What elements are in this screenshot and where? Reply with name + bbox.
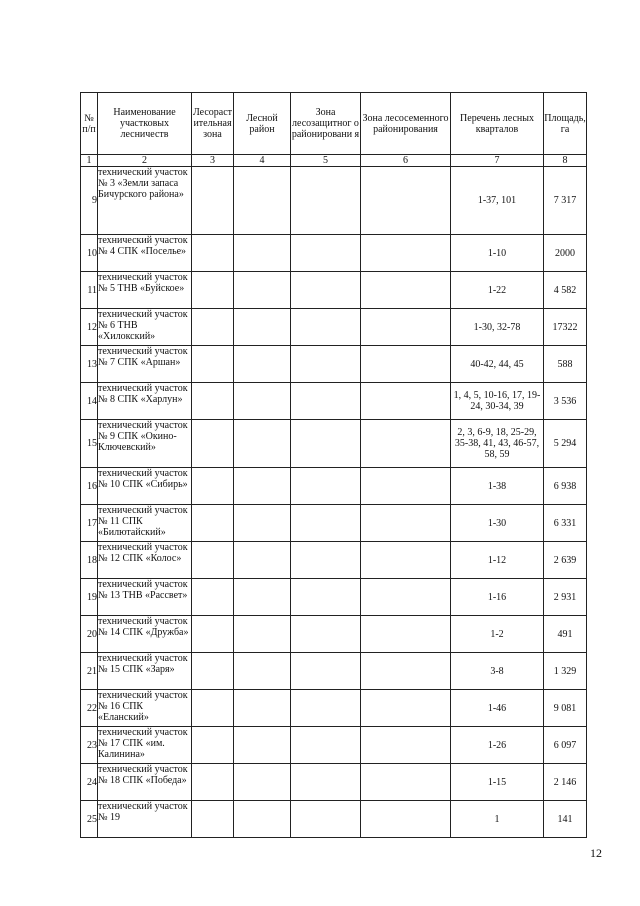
row-protection-zone [291, 579, 361, 616]
row-seed-zone [361, 690, 451, 727]
row-name: технический участок № 4 СПК «Поселье» [98, 235, 192, 272]
row-number: 23 [81, 727, 98, 764]
header-quarters: Перечень лесных кварталов [451, 93, 544, 155]
table-row [81, 272, 587, 309]
row-protection-zone [291, 542, 361, 579]
row-seed-zone [361, 653, 451, 690]
row-vegetation-zone [192, 579, 234, 616]
column-number: 8 [544, 155, 587, 167]
row-name: технический участок № 13 ТНВ «Рассвет» [98, 579, 192, 616]
row-forest-district [234, 764, 291, 801]
row-protection-zone [291, 505, 361, 542]
row-vegetation-zone [192, 167, 234, 235]
row-quarters: 1-10 [451, 235, 544, 272]
row-area: 5 294 [544, 420, 587, 468]
table-row [81, 727, 587, 764]
row-vegetation-zone [192, 727, 234, 764]
row-forest-district [234, 579, 291, 616]
row-quarters: 1-46 [451, 690, 544, 727]
header-forest-district: Лесной район [234, 93, 291, 155]
row-quarters: 3-8 [451, 653, 544, 690]
page-number: 12 [590, 846, 602, 860]
row-vegetation-zone [192, 764, 234, 801]
row-protection-zone [291, 468, 361, 505]
row-forest-district [234, 653, 291, 690]
column-number: 1 [81, 155, 98, 167]
table-row [81, 309, 587, 346]
row-seed-zone [361, 764, 451, 801]
row-vegetation-zone [192, 505, 234, 542]
row-area: 2 146 [544, 764, 587, 801]
row-protection-zone [291, 383, 361, 420]
row-protection-zone [291, 309, 361, 346]
row-name: технический участок № 14 СПК «Дружба» [98, 616, 192, 653]
row-name: технический участок № 10 СПК «Сибирь» [98, 468, 192, 505]
row-seed-zone [361, 346, 451, 383]
row-seed-zone [361, 383, 451, 420]
table-row [81, 579, 587, 616]
row-seed-zone [361, 309, 451, 346]
table-row [81, 616, 587, 653]
row-quarters: 1, 4, 5, 10-16, 17, 19-24, 30-34, 39 [451, 383, 544, 420]
row-protection-zone [291, 272, 361, 309]
table-row [81, 468, 587, 505]
row-vegetation-zone [192, 468, 234, 505]
header-name: Наименование участковых лесничеств [98, 93, 192, 155]
row-forest-district [234, 727, 291, 764]
row-vegetation-zone [192, 616, 234, 653]
row-area: 1 329 [544, 653, 587, 690]
table-row [81, 801, 587, 838]
row-name: технический участок № 17 СПК «им. Калинина» [98, 727, 192, 764]
row-vegetation-zone [192, 383, 234, 420]
row-area: 2000 [544, 235, 587, 272]
row-name: технический участок № 6 ТНВ «Хилокский» [98, 309, 192, 346]
row-quarters: 1-2 [451, 616, 544, 653]
row-vegetation-zone [192, 309, 234, 346]
row-name: технический участок № 16 СПК «Еланский» [98, 690, 192, 727]
row-area: 6 331 [544, 505, 587, 542]
column-number-row [81, 155, 587, 167]
row-vegetation-zone [192, 690, 234, 727]
row-protection-zone [291, 167, 361, 235]
column-number: 6 [361, 155, 451, 167]
row-protection-zone [291, 616, 361, 653]
row-number: 12 [81, 309, 98, 346]
row-seed-zone [361, 505, 451, 542]
row-name: технический участок № 8 СПК «Харлун» [98, 383, 192, 420]
row-area: 6 938 [544, 468, 587, 505]
row-forest-district [234, 690, 291, 727]
row-quarters: 1-15 [451, 764, 544, 801]
row-seed-zone [361, 420, 451, 468]
forestry-table [80, 92, 587, 838]
header-area: Площадь, га [544, 93, 587, 155]
table-body [81, 167, 587, 838]
row-name: технический участок № 9 СПК «Окино-Ключевский» [98, 420, 192, 468]
row-area: 4 582 [544, 272, 587, 309]
row-quarters: 40-42, 44, 45 [451, 346, 544, 383]
table-row [81, 383, 587, 420]
row-name: технический участок № 15 СПК «Заря» [98, 653, 192, 690]
row-seed-zone [361, 579, 451, 616]
column-number: 5 [291, 155, 361, 167]
row-area: 588 [544, 346, 587, 383]
row-seed-zone [361, 616, 451, 653]
header-vegetation-zone: Лесораст ительная зона [192, 93, 234, 155]
row-quarters: 1-30 [451, 505, 544, 542]
row-quarters: 1 [451, 801, 544, 838]
row-forest-district [234, 167, 291, 235]
row-protection-zone [291, 346, 361, 383]
table-row [81, 235, 587, 272]
row-forest-district [234, 383, 291, 420]
row-vegetation-zone [192, 801, 234, 838]
table-row [81, 653, 587, 690]
row-number: 13 [81, 346, 98, 383]
row-number: 11 [81, 272, 98, 309]
row-protection-zone [291, 235, 361, 272]
row-number: 20 [81, 616, 98, 653]
row-vegetation-zone [192, 235, 234, 272]
row-forest-district [234, 420, 291, 468]
row-name: технический участок № 12 СПК «Колос» [98, 542, 192, 579]
column-number: 7 [451, 155, 544, 167]
row-quarters: 2, 3, 6-9, 18, 25-29, 35-38, 41, 43, 46-57, 58, 59 [451, 420, 544, 468]
row-quarters: 1-26 [451, 727, 544, 764]
row-protection-zone [291, 727, 361, 764]
row-area: 141 [544, 801, 587, 838]
header-row [81, 93, 587, 155]
row-area: 9 081 [544, 690, 587, 727]
header-seed-zone: Зона лесосеменного районирования [361, 93, 451, 155]
row-forest-district [234, 346, 291, 383]
row-forest-district [234, 468, 291, 505]
row-vegetation-zone [192, 272, 234, 309]
row-number: 15 [81, 420, 98, 468]
row-number: 21 [81, 653, 98, 690]
row-seed-zone [361, 727, 451, 764]
row-seed-zone [361, 801, 451, 838]
row-forest-district [234, 542, 291, 579]
row-area: 2 639 [544, 542, 587, 579]
row-vegetation-zone [192, 542, 234, 579]
row-area: 2 931 [544, 579, 587, 616]
row-number: 18 [81, 542, 98, 579]
row-quarters: 1-22 [451, 272, 544, 309]
header-protection-zone: Зона лесозащитног о районировани я [291, 93, 361, 155]
row-name: технический участок № 19 [98, 801, 192, 838]
table-row [81, 167, 587, 235]
row-area: 3 536 [544, 383, 587, 420]
row-quarters: 1-16 [451, 579, 544, 616]
table-row [81, 764, 587, 801]
column-number: 4 [234, 155, 291, 167]
row-name: технический участок № 5 ТНВ «Буйское» [98, 272, 192, 309]
row-number: 9 [81, 167, 98, 235]
table-row [81, 346, 587, 383]
row-area: 6 097 [544, 727, 587, 764]
row-forest-district [234, 309, 291, 346]
row-seed-zone [361, 235, 451, 272]
row-number: 14 [81, 383, 98, 420]
row-forest-district [234, 505, 291, 542]
row-name: технический участок № 18 СПК «Победа» [98, 764, 192, 801]
row-name: технический участок № 3 «Земли запаса Бичурского района» [98, 167, 192, 235]
row-area: 7 317 [544, 167, 587, 235]
row-forest-district [234, 801, 291, 838]
table-row [81, 505, 587, 542]
table-row [81, 542, 587, 579]
row-protection-zone [291, 801, 361, 838]
row-name: технический участок № 7 СПК «Аршан» [98, 346, 192, 383]
row-name: технический участок № 11 СПК «Билютайский» [98, 505, 192, 542]
row-forest-district [234, 272, 291, 309]
row-quarters: 1-37, 101 [451, 167, 544, 235]
table-row [81, 690, 587, 727]
row-area: 491 [544, 616, 587, 653]
column-number: 3 [192, 155, 234, 167]
row-number: 19 [81, 579, 98, 616]
column-number: 2 [98, 155, 192, 167]
row-protection-zone [291, 764, 361, 801]
row-seed-zone [361, 167, 451, 235]
row-seed-zone [361, 272, 451, 309]
row-forest-district [234, 235, 291, 272]
row-vegetation-zone [192, 346, 234, 383]
row-number: 10 [81, 235, 98, 272]
row-quarters: 1-30, 32-78 [451, 309, 544, 346]
header-num: № п/п [81, 93, 98, 155]
row-quarters: 1-38 [451, 468, 544, 505]
row-forest-district [234, 616, 291, 653]
row-number: 24 [81, 764, 98, 801]
row-protection-zone [291, 653, 361, 690]
row-number: 25 [81, 801, 98, 838]
row-quarters: 1-12 [451, 542, 544, 579]
table-row [81, 420, 587, 468]
row-number: 22 [81, 690, 98, 727]
row-vegetation-zone [192, 420, 234, 468]
row-area: 17322 [544, 309, 587, 346]
row-number: 16 [81, 468, 98, 505]
row-protection-zone [291, 420, 361, 468]
row-number: 17 [81, 505, 98, 542]
row-protection-zone [291, 690, 361, 727]
row-seed-zone [361, 468, 451, 505]
row-vegetation-zone [192, 653, 234, 690]
row-seed-zone [361, 542, 451, 579]
